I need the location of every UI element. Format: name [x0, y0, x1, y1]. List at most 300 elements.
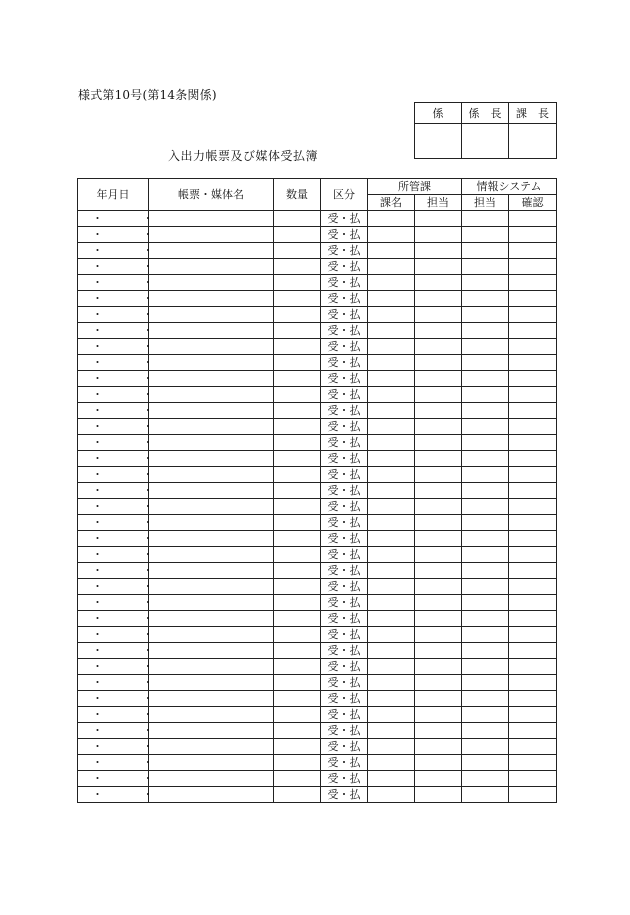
sys-person-cell[interactable]: [462, 467, 509, 483]
col-header-type: 区分: [321, 179, 368, 211]
type-cell[interactable]: 受・払: [321, 451, 368, 467]
dept-person-cell[interactable]: [415, 499, 462, 515]
date-cell[interactable]: ・ ・: [78, 355, 149, 371]
date-cell[interactable]: ・ ・: [78, 275, 149, 291]
quantity-cell[interactable]: [274, 275, 321, 291]
sys-confirm-cell[interactable]: [509, 307, 557, 323]
col-group-header-info-system: 情報システム: [462, 179, 557, 195]
sys-person-cell[interactable]: [462, 755, 509, 771]
sys-person-cell[interactable]: [462, 595, 509, 611]
sys-person-cell[interactable]: [462, 483, 509, 499]
date-cell[interactable]: ・ ・: [78, 435, 149, 451]
dept-person-cell[interactable]: [415, 211, 462, 227]
dept-person-cell[interactable]: [415, 643, 462, 659]
sys-confirm-cell[interactable]: [509, 403, 557, 419]
quantity-cell[interactable]: [274, 675, 321, 691]
dept-name-cell[interactable]: [368, 211, 415, 227]
dept-name-cell[interactable]: [368, 435, 415, 451]
dept-name-cell[interactable]: [368, 563, 415, 579]
dept-person-cell[interactable]: [415, 707, 462, 723]
quantity-cell[interactable]: [274, 243, 321, 259]
date-cell[interactable]: ・ ・: [78, 563, 149, 579]
sys-person-cell[interactable]: [462, 451, 509, 467]
dept-name-cell[interactable]: [368, 291, 415, 307]
dept-person-cell[interactable]: [415, 771, 462, 787]
date-cell[interactable]: ・ ・: [78, 675, 149, 691]
dept-person-cell[interactable]: [415, 483, 462, 499]
date-cell[interactable]: ・ ・: [78, 339, 149, 355]
date-cell[interactable]: ・ ・: [78, 227, 149, 243]
date-cell[interactable]: ・ ・: [78, 787, 149, 803]
dept-person-cell[interactable]: [415, 291, 462, 307]
type-cell[interactable]: 受・払: [321, 387, 368, 403]
date-cell[interactable]: ・ ・: [78, 691, 149, 707]
dept-person-cell[interactable]: [415, 675, 462, 691]
sys-person-cell[interactable]: [462, 371, 509, 387]
dept-person-cell[interactable]: [415, 419, 462, 435]
table-row: [78, 611, 557, 627]
date-cell[interactable]: ・ ・: [78, 707, 149, 723]
sys-confirm-cell[interactable]: [509, 211, 557, 227]
dept-name-cell[interactable]: [368, 515, 415, 531]
table-row: [78, 403, 557, 419]
sys-confirm-cell[interactable]: [509, 771, 557, 787]
sys-confirm-cell[interactable]: [509, 627, 557, 643]
sys-confirm-cell[interactable]: [509, 755, 557, 771]
dept-person-cell[interactable]: [415, 563, 462, 579]
type-cell[interactable]: 受・払: [321, 723, 368, 739]
type-cell[interactable]: 受・払: [321, 547, 368, 563]
dept-person-cell[interactable]: [415, 723, 462, 739]
date-cell[interactable]: ・ ・: [78, 243, 149, 259]
sys-confirm-cell[interactable]: [509, 435, 557, 451]
quantity-cell[interactable]: [274, 755, 321, 771]
table-row: [78, 723, 557, 739]
type-cell[interactable]: 受・払: [321, 355, 368, 371]
date-cell[interactable]: ・ ・: [78, 595, 149, 611]
date-cell[interactable]: ・ ・: [78, 739, 149, 755]
date-cell[interactable]: ・ ・: [78, 547, 149, 563]
sys-person-cell[interactable]: [462, 227, 509, 243]
type-cell[interactable]: 受・払: [321, 739, 368, 755]
quantity-cell[interactable]: [274, 563, 321, 579]
table-row: [78, 387, 557, 403]
type-cell[interactable]: 受・払: [321, 611, 368, 627]
quantity-cell[interactable]: [274, 339, 321, 355]
ledger-table: [77, 178, 557, 803]
date-cell[interactable]: ・ ・: [78, 531, 149, 547]
dept-person-cell[interactable]: [415, 387, 462, 403]
dept-person-cell[interactable]: [415, 531, 462, 547]
dept-name-cell[interactable]: [368, 467, 415, 483]
quantity-cell[interactable]: [274, 579, 321, 595]
sys-confirm-cell[interactable]: [509, 723, 557, 739]
type-cell[interactable]: 受・払: [321, 403, 368, 419]
table-row: [78, 563, 557, 579]
quantity-cell[interactable]: [274, 419, 321, 435]
dept-name-cell[interactable]: [368, 259, 415, 275]
sys-person-cell[interactable]: [462, 211, 509, 227]
table-row: [78, 307, 557, 323]
quantity-cell[interactable]: [274, 451, 321, 467]
type-cell[interactable]: 受・払: [321, 435, 368, 451]
dept-name-cell[interactable]: [368, 419, 415, 435]
dept-person-cell[interactable]: [415, 403, 462, 419]
dept-name-cell[interactable]: [368, 499, 415, 515]
quantity-cell[interactable]: [274, 739, 321, 755]
dept-person-cell[interactable]: [415, 547, 462, 563]
table-row: [78, 707, 557, 723]
dept-person-cell[interactable]: [415, 243, 462, 259]
type-cell[interactable]: 受・払: [321, 307, 368, 323]
sys-person-cell[interactable]: [462, 659, 509, 675]
type-cell[interactable]: 受・払: [321, 339, 368, 355]
sys-confirm-cell[interactable]: [509, 787, 557, 803]
dept-person-cell[interactable]: [415, 227, 462, 243]
table-row: [78, 419, 557, 435]
dept-name-cell[interactable]: [368, 627, 415, 643]
sys-person-cell[interactable]: [462, 419, 509, 435]
sys-confirm-cell[interactable]: [509, 483, 557, 499]
quantity-cell[interactable]: [274, 323, 321, 339]
type-cell[interactable]: 受・払: [321, 531, 368, 547]
sys-person-cell[interactable]: [462, 307, 509, 323]
quantity-cell[interactable]: [274, 547, 321, 563]
dept-name-cell[interactable]: [368, 339, 415, 355]
dept-person-cell[interactable]: [415, 323, 462, 339]
quantity-cell[interactable]: [274, 467, 321, 483]
date-cell[interactable]: ・ ・: [78, 307, 149, 323]
sys-person-cell[interactable]: [462, 787, 509, 803]
table-row: [78, 531, 557, 547]
dept-name-cell[interactable]: [368, 659, 415, 675]
dept-person-cell[interactable]: [415, 739, 462, 755]
sys-person-cell[interactable]: [462, 339, 509, 355]
sys-person-cell[interactable]: [462, 675, 509, 691]
quantity-cell[interactable]: [274, 307, 321, 323]
sys-confirm-cell[interactable]: [509, 227, 557, 243]
table-row: [78, 211, 557, 227]
sys-confirm-cell[interactable]: [509, 275, 557, 291]
ledger-body: [78, 211, 557, 803]
date-cell[interactable]: ・ ・: [78, 515, 149, 531]
sys-person-cell[interactable]: [462, 403, 509, 419]
table-row: [78, 435, 557, 451]
type-cell[interactable]: 受・払: [321, 499, 368, 515]
table-row: [78, 595, 557, 611]
quantity-cell[interactable]: [274, 355, 321, 371]
quantity-cell[interactable]: [274, 787, 321, 803]
quantity-cell[interactable]: [274, 611, 321, 627]
date-cell[interactable]: ・ ・: [78, 387, 149, 403]
date-cell[interactable]: ・ ・: [78, 723, 149, 739]
sys-person-cell[interactable]: [462, 275, 509, 291]
date-cell[interactable]: ・ ・: [78, 211, 149, 227]
sys-person-cell[interactable]: [462, 611, 509, 627]
sys-confirm-cell[interactable]: [509, 467, 557, 483]
sys-confirm-cell[interactable]: [509, 259, 557, 275]
table-row: [78, 259, 557, 275]
quantity-cell[interactable]: [274, 627, 321, 643]
dept-person-cell[interactable]: [415, 307, 462, 323]
sys-confirm-cell[interactable]: [509, 323, 557, 339]
sys-person-cell[interactable]: [462, 435, 509, 451]
quantity-cell[interactable]: [274, 691, 321, 707]
quantity-cell[interactable]: [274, 259, 321, 275]
sys-person-cell[interactable]: [462, 499, 509, 515]
dept-person-cell[interactable]: [415, 579, 462, 595]
dept-person-cell[interactable]: [415, 787, 462, 803]
quantity-cell[interactable]: [274, 771, 321, 787]
col-group-header-department: 所管課: [368, 179, 462, 195]
dept-name-cell[interactable]: [368, 323, 415, 339]
dept-name-cell[interactable]: [368, 611, 415, 627]
dept-name-cell[interactable]: [368, 579, 415, 595]
type-cell[interactable]: 受・払: [321, 275, 368, 291]
date-cell[interactable]: ・ ・: [78, 259, 149, 275]
date-cell[interactable]: ・ ・: [78, 611, 149, 627]
dept-person-cell[interactable]: [415, 259, 462, 275]
dept-name-cell[interactable]: [368, 707, 415, 723]
sys-person-cell[interactable]: [462, 243, 509, 259]
approval-stamp-chief[interactable]: [462, 124, 509, 159]
date-cell[interactable]: ・ ・: [78, 659, 149, 675]
dept-name-cell[interactable]: [368, 787, 415, 803]
type-cell[interactable]: 受・払: [321, 323, 368, 339]
type-cell[interactable]: 受・払: [321, 755, 368, 771]
dept-person-cell[interactable]: [415, 595, 462, 611]
quantity-cell[interactable]: [274, 483, 321, 499]
date-cell[interactable]: ・ ・: [78, 643, 149, 659]
table-row: [78, 579, 557, 595]
type-cell[interactable]: 受・払: [321, 227, 368, 243]
dept-name-cell[interactable]: [368, 531, 415, 547]
sys-confirm-cell[interactable]: [509, 451, 557, 467]
date-cell[interactable]: ・ ・: [78, 483, 149, 499]
dept-name-cell[interactable]: [368, 547, 415, 563]
sys-confirm-cell[interactable]: [509, 291, 557, 307]
dept-person-cell[interactable]: [415, 355, 462, 371]
date-cell[interactable]: ・ ・: [78, 403, 149, 419]
sys-confirm-cell[interactable]: [509, 563, 557, 579]
quantity-cell[interactable]: [274, 595, 321, 611]
dept-name-cell[interactable]: [368, 307, 415, 323]
dept-person-cell[interactable]: [415, 627, 462, 643]
quantity-cell[interactable]: [274, 435, 321, 451]
dept-name-cell[interactable]: [368, 355, 415, 371]
sys-confirm-cell[interactable]: [509, 595, 557, 611]
type-cell[interactable]: 受・払: [321, 627, 368, 643]
sys-confirm-cell[interactable]: [509, 339, 557, 355]
sys-confirm-cell[interactable]: [509, 611, 557, 627]
sys-confirm-cell[interactable]: [509, 499, 557, 515]
type-cell[interactable]: 受・払: [321, 579, 368, 595]
dept-name-cell[interactable]: [368, 723, 415, 739]
type-cell[interactable]: 受・払: [321, 595, 368, 611]
sys-person-cell[interactable]: [462, 291, 509, 307]
type-cell[interactable]: 受・払: [321, 371, 368, 387]
dept-name-cell[interactable]: [368, 451, 415, 467]
sys-confirm-cell[interactable]: [509, 579, 557, 595]
table-row: [78, 691, 557, 707]
sys-confirm-cell[interactable]: [509, 531, 557, 547]
sys-confirm-cell[interactable]: [509, 547, 557, 563]
sys-person-cell[interactable]: [462, 259, 509, 275]
col-header-sys-person: 担当: [462, 195, 509, 211]
dept-person-cell[interactable]: [415, 691, 462, 707]
dept-name-cell[interactable]: [368, 755, 415, 771]
date-cell[interactable]: ・ ・: [78, 755, 149, 771]
type-cell[interactable]: 受・払: [321, 787, 368, 803]
dept-person-cell[interactable]: [415, 467, 462, 483]
sys-person-cell[interactable]: [462, 387, 509, 403]
type-cell[interactable]: 受・払: [321, 675, 368, 691]
type-cell[interactable]: 受・払: [321, 643, 368, 659]
sys-person-cell[interactable]: [462, 563, 509, 579]
quantity-cell[interactable]: [274, 707, 321, 723]
type-cell[interactable]: 受・払: [321, 467, 368, 483]
table-row: [78, 755, 557, 771]
dept-person-cell[interactable]: [415, 611, 462, 627]
quantity-cell[interactable]: [274, 531, 321, 547]
sys-confirm-cell[interactable]: [509, 675, 557, 691]
type-cell[interactable]: 受・払: [321, 563, 368, 579]
approval-stamp-manager[interactable]: [509, 124, 557, 159]
sys-person-cell[interactable]: [462, 515, 509, 531]
dept-name-cell[interactable]: [368, 275, 415, 291]
approval-stamp-box: [414, 102, 557, 159]
table-row: [78, 787, 557, 803]
approval-stamp-staff[interactable]: [415, 124, 462, 159]
date-cell[interactable]: ・ ・: [78, 467, 149, 483]
quantity-cell[interactable]: [274, 723, 321, 739]
dept-person-cell[interactable]: [415, 515, 462, 531]
quantity-cell[interactable]: [274, 659, 321, 675]
sys-confirm-cell[interactable]: [509, 355, 557, 371]
quantity-cell[interactable]: [274, 403, 321, 419]
table-row: [78, 371, 557, 387]
dept-name-cell[interactable]: [368, 691, 415, 707]
dept-name-cell[interactable]: [368, 675, 415, 691]
dept-name-cell[interactable]: [368, 371, 415, 387]
dept-person-cell[interactable]: [415, 435, 462, 451]
date-cell[interactable]: ・ ・: [78, 771, 149, 787]
quantity-cell[interactable]: [274, 211, 321, 227]
type-cell[interactable]: 受・払: [321, 707, 368, 723]
type-cell[interactable]: 受・払: [321, 771, 368, 787]
col-header-dept-person: 担当: [415, 195, 462, 211]
sys-confirm-cell[interactable]: [509, 419, 557, 435]
dept-person-cell[interactable]: [415, 371, 462, 387]
date-cell[interactable]: ・ ・: [78, 579, 149, 595]
quantity-cell[interactable]: [274, 387, 321, 403]
sys-person-cell[interactable]: [462, 643, 509, 659]
table-row: [78, 291, 557, 307]
sys-confirm-cell[interactable]: [509, 515, 557, 531]
sys-confirm-cell[interactable]: [509, 371, 557, 387]
type-cell[interactable]: 受・払: [321, 419, 368, 435]
type-cell[interactable]: 受・払: [321, 243, 368, 259]
date-cell[interactable]: ・ ・: [78, 323, 149, 339]
sys-confirm-cell[interactable]: [509, 707, 557, 723]
quantity-cell[interactable]: [274, 227, 321, 243]
date-cell[interactable]: ・ ・: [78, 419, 149, 435]
dept-name-cell[interactable]: [368, 739, 415, 755]
dept-name-cell[interactable]: [368, 643, 415, 659]
form-number: 様式第10号(第14条関係): [78, 88, 217, 102]
table-row: [78, 547, 557, 563]
table-row: [78, 627, 557, 643]
sys-person-cell[interactable]: [462, 627, 509, 643]
table-row: [78, 643, 557, 659]
sys-person-cell[interactable]: [462, 355, 509, 371]
sys-confirm-cell[interactable]: [509, 739, 557, 755]
sys-confirm-cell[interactable]: [509, 387, 557, 403]
type-cell[interactable]: 受・払: [321, 659, 368, 675]
dept-name-cell[interactable]: [368, 243, 415, 259]
table-row: [78, 339, 557, 355]
sys-person-cell[interactable]: [462, 323, 509, 339]
sys-confirm-cell[interactable]: [509, 691, 557, 707]
dept-person-cell[interactable]: [415, 659, 462, 675]
quantity-cell[interactable]: [274, 291, 321, 307]
quantity-cell[interactable]: [274, 515, 321, 531]
dept-name-cell[interactable]: [368, 771, 415, 787]
type-cell[interactable]: 受・払: [321, 211, 368, 227]
dept-name-cell[interactable]: [368, 403, 415, 419]
quantity-cell[interactable]: [274, 643, 321, 659]
dept-name-cell[interactable]: [368, 483, 415, 499]
sys-confirm-cell[interactable]: [509, 243, 557, 259]
sys-person-cell[interactable]: [462, 707, 509, 723]
type-cell[interactable]: 受・払: [321, 691, 368, 707]
type-cell[interactable]: 受・払: [321, 515, 368, 531]
table-row: [78, 499, 557, 515]
sys-person-cell[interactable]: [462, 723, 509, 739]
sys-confirm-cell[interactable]: [509, 643, 557, 659]
sys-person-cell[interactable]: [462, 771, 509, 787]
quantity-cell[interactable]: [274, 371, 321, 387]
sys-person-cell[interactable]: [462, 739, 509, 755]
date-cell[interactable]: ・ ・: [78, 371, 149, 387]
quantity-cell[interactable]: [274, 499, 321, 515]
type-cell[interactable]: 受・払: [321, 291, 368, 307]
sys-person-cell[interactable]: [462, 547, 509, 563]
dept-name-cell[interactable]: [368, 387, 415, 403]
sys-confirm-cell[interactable]: [509, 659, 557, 675]
sys-person-cell[interactable]: [462, 691, 509, 707]
type-cell[interactable]: 受・払: [321, 259, 368, 275]
dept-person-cell[interactable]: [415, 339, 462, 355]
type-cell[interactable]: 受・払: [321, 483, 368, 499]
sys-person-cell[interactable]: [462, 579, 509, 595]
table-row: [78, 675, 557, 691]
dept-person-cell[interactable]: [415, 451, 462, 467]
date-cell[interactable]: ・ ・: [78, 499, 149, 515]
table-row: [78, 739, 557, 755]
date-cell[interactable]: ・ ・: [78, 627, 149, 643]
table-row: [78, 515, 557, 531]
table-row: [78, 467, 557, 483]
table-row: [78, 771, 557, 787]
sys-person-cell[interactable]: [462, 531, 509, 547]
dept-person-cell[interactable]: [415, 755, 462, 771]
date-cell[interactable]: ・ ・: [78, 451, 149, 467]
dept-name-cell[interactable]: [368, 595, 415, 611]
date-cell[interactable]: ・ ・: [78, 291, 149, 307]
dept-person-cell[interactable]: [415, 275, 462, 291]
dept-name-cell[interactable]: [368, 227, 415, 243]
